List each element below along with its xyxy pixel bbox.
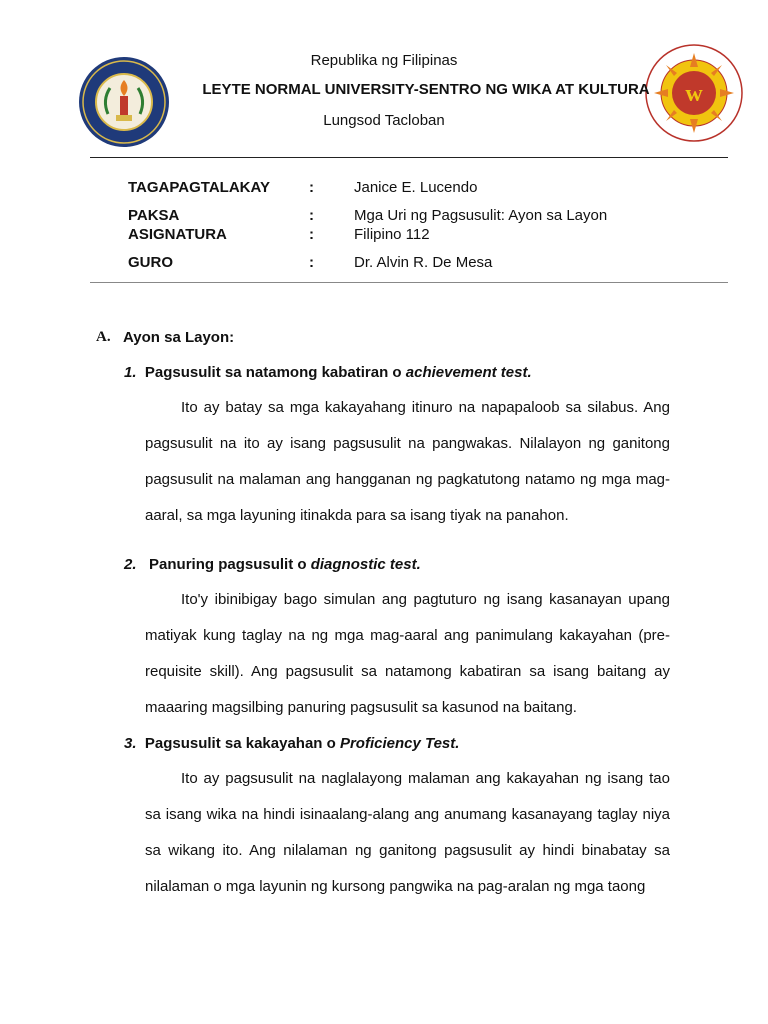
item-3-title: Pagsusulit sa kakayahan o [144,735,340,752]
item-1-number: 1. [124,364,137,381]
section-title: Ayon sa Layon: [123,329,235,346]
header-divider-top [90,157,728,158]
info-label-subject: ASIGNATURA [128,226,227,243]
item-3-title-italic: Proficiency Test. [339,735,460,752]
info-label-presenter: TAGAPAGTALAKAY [128,179,270,196]
info-value-topic: Mga Uri ng Pagsusulit: Ayon sa Layon [354,207,608,224]
item-1-heading [124,364,532,381]
item-2-title-italic: diagnostic test. [310,556,421,573]
item-3-heading [124,735,459,752]
info-colon: : [309,226,314,243]
item-2-heading [124,556,421,573]
info-value-teacher: Dr. Alvin R. De Mesa [354,254,493,271]
republic-heading: Republika ng Filipinas [310,52,458,69]
info-label-topic: PAKSA [128,207,180,224]
info-colon: : [309,207,314,224]
city-heading: Lungsod Tacloban [323,112,445,129]
item-3-body: Ito ay pagsusulit na naglalayong malaman ang kakayahan ng isang tao sa isang wika na hindi isinaalang-alang ang anumang kasanayang taglay niya sa wikang ito. Ang nilalaman ng ganitong pagsusulit ay hindi binabatay sa nilalaman o mga layunin ng kursong pangwika na pag-aralan ng mga taong [145,770,670,895]
item-2-body: Ito'y ibinibigay bago simulan ang pagtuturo ng isang kasanayan upang matiyak kung taglay na ng mga mag-aaral ang panimulang kakayahan (pre-requisite skill). Ang pagsusulit sa natamong kabatiran sa isang baitang ay maaaring magsilbing panuring pagsusulit sa kasunod na baitang. [145,591,670,716]
header-divider-bottom [90,282,728,283]
item-3-number: 3. [124,735,137,752]
item-2-number: 2. [124,556,137,573]
section-letter: A. [96,329,111,345]
item-1-title-italic: achievement test. [405,364,532,381]
info-label-teacher: GURO [128,254,173,271]
info-colon: : [309,179,314,196]
lnu-seal-logo [78,56,170,148]
university-heading: LEYTE NORMAL UNIVERSITY-SENTRO NG WIKA AT KULTURA [202,81,650,98]
info-value-subject: Filipino 112 [354,226,430,243]
info-colon: : [309,254,314,271]
item-2-title: Panuring pagsusulit o [149,556,311,573]
item-1-title: Pagsusulit sa natamong kabatiran o [144,364,406,381]
item-1-body: Ito ay batay sa mga kakayahang itinuro na napapaloob sa silabus. Ang pagsusulit na ito ay isang pagsusulit na pangwakas. Nilalayon ng ganitong pagsusulit na malaman ang hangganan ng pagkatutong natamo ng mga mag-aaral, sa mga layuning itinakda para sa isang tiyak na panahon. [145,399,670,524]
svg-text:w: w [685,81,703,107]
info-value-presenter: Janice E. Lucendo [354,179,478,196]
